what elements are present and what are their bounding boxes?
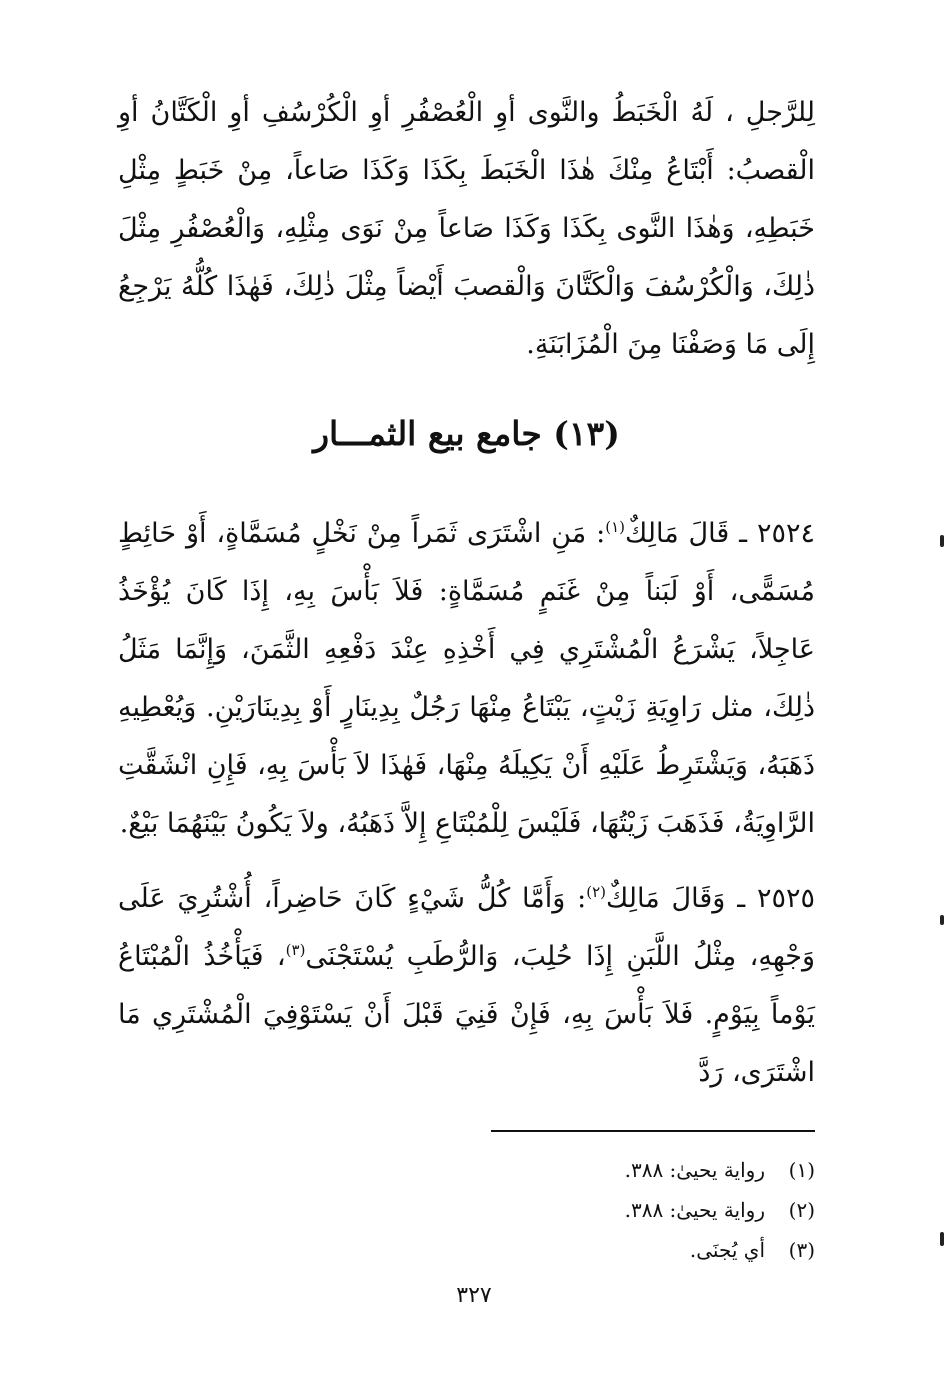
- footnote-ref-3[interactable]: (٣): [285, 941, 306, 959]
- footnote-1: [118, 1150, 815, 1190]
- footnote-text: رواية يحيىٰ: ٣٨٨.: [624, 1158, 765, 1182]
- footnote-number: (٢): [788, 1198, 815, 1222]
- footnote-number: (٣): [788, 1238, 815, 1262]
- scan-edge-mark: [940, 1232, 944, 1246]
- footnote-2: [118, 1190, 815, 1230]
- paragraph-2525: [118, 870, 815, 1102]
- footnote-ref-1[interactable]: (١): [605, 518, 625, 536]
- paragraph-2524: [118, 505, 815, 853]
- paragraph-intro-text: لِلرَّجلِ ، لَهُ الْخَبَطُ والنَّوى أوِ الْعُصْفُرِ أوِ الْكُرْسُفِ أوِ الْكَتَّانُ أوِ الْقصبُ: أَبْتَاعُ مِنْكَ هٰذَا الْخَبَطَ بِكَذَا وَكَذَا صَاعاً، مِنْ خَبَطٍ مِثْلِ خَبَطِهِ، وَهٰذَا النَّوى بِكَذَا وَكَذَا صَاعاً مِنْ نَوَى مِثْلِهِ، وَالْعُصْفُرِ مِثْلَ ذٰلِكَ، وَالْكُرْسُفَ وَالْكَتَّانَ وَالْقصبَ أَيْضاً مِثْلَ ذٰلِكَ، فَهٰذَا كُلُّهُ يَرْجِعُ إِلَى مَا وَصَفْنَا مِنَ الْمُزَابَنَةِ.: [118, 97, 815, 360]
- paragraph-2525-middle: : وَأَمَّا كُلُّ شَيْءٍ كَانَ حَاضِراً، أُشْتُرِيَ عَلَى وَجْهِهِ، مِثْلُ اللَّبَنِ إِذَا حُلِبَ، وَالرُّطَبِ يُسْتَجْنَى: [118, 883, 815, 972]
- paragraph-2525-lead: ٢٥٢٥ ـ وَقَالَ مَالِكٌ: [606, 883, 815, 914]
- scan-edge-mark: [940, 535, 944, 547]
- paragraph-2525-text: [118, 870, 815, 1102]
- paragraph-2525-body: ، فَيَأْخُذُ الْمُبْتَاعُ يَوْماً بِيَوْمٍ. فَلاَ بَأْسَ بِهِ، فَإِنْ فَنِيَ قَبْلَ أَنْ يَسْتَوْفِيَ الْمُشْتَرِي مَا اشْتَرَى، رَدَّ: [118, 941, 815, 1088]
- footnote-3: [118, 1230, 815, 1270]
- footnotes: [118, 1150, 815, 1270]
- footnote-text: أي يُجنَى.: [689, 1238, 765, 1262]
- scan-edge-mark: [940, 915, 944, 925]
- page-number: ٣٢٧: [456, 1283, 492, 1308]
- paragraph-2524-text: [118, 505, 815, 853]
- paragraph-2524-body: : مَنِ اشْتَرَى ثَمَراً مِنْ نَخْلٍ مُسَمَّاةٍ، أَوْ حَائِطٍ مُسَمًّى، أَوْ لَبَناً مِنْ غَنَمٍ مُسَمَّاةٍ: فَلاَ بَأْسَ بِهِ، إِذَا كَانَ يُؤْخَذُ عَاجِلاً، يَشْرَعُ الْمُشْتَرِي فِي أَخْذِهِ عِنْدَ دَفْعِهِ الثَّمَنَ، وَإِنَّمَا مَثَلُ ذٰلِكَ، مثل رَاوِيَةِ زَيْتٍ، يَبْتَاعُ مِنْهَا رَجُلٌ بِدِينَارٍ أَوْ بِدِينَارَيْنِ. وَيُعْطِيهِ ذَهَبَهُ، وَيَشْتَرِطُ عَلَيْهِ أَنْ يَكِيلَهُ مِنْهَا، فَهٰذَا لاَ بَأْسَ بِهِ، فَإِنِ انْشَقَّتِ الرَّاوِيَةُ، فَذَهَبَ زَيْتُهَا، فَلَيْسَ لِلْمُبْتَاعِ إِلاَّ ذَهَبُهُ، ولاَ يَكُونُ بَيْنَهُمَا بَيْعٌ.: [118, 518, 815, 839]
- footnote-text: رواية يحيىٰ: ٣٨٨.: [624, 1198, 765, 1222]
- paragraph-intro: [118, 84, 815, 374]
- paragraph-2524-lead: ٢٥٢٤ ـ قَالَ مَالِكٌ: [625, 518, 815, 549]
- footnote-ref-2[interactable]: (٢): [586, 883, 607, 901]
- section-heading: (١٣) جامع بيع الثمـــار: [313, 414, 620, 453]
- footnote-divider: [491, 1130, 815, 1132]
- footnote-number: (١): [788, 1158, 815, 1182]
